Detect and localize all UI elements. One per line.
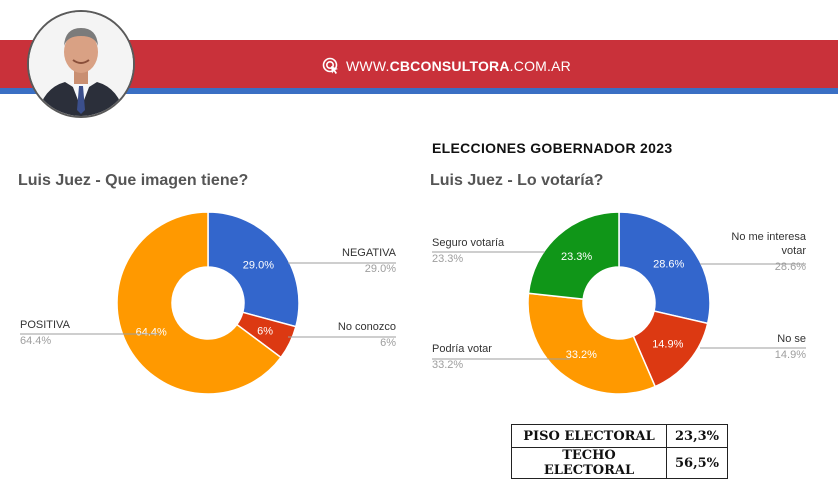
chart-1-legend-label-3: POSITIVA [20, 319, 70, 331]
chart-2-slice-1-value: 28.6% [653, 258, 685, 271]
chart-2-slice-4-value: 23.3% [560, 250, 593, 263]
chart-1-legend-pct-2: 6% [380, 337, 396, 349]
chart-2-slice-2-value: 14.9% [652, 338, 684, 351]
chart-2-legend-label-4: Seguro votaría [432, 237, 505, 249]
brand-suffix: .COM.AR [509, 58, 571, 74]
chart-1-slice-3-value: 64.4% [135, 326, 167, 339]
chart-2-legend-label-3: Podría votar [432, 343, 492, 355]
chart-1-slice-2-value: 6% [257, 325, 274, 338]
chart-2-title: Luis Juez - Lo votaría? [430, 172, 604, 189]
main-title: ELECCIONES GOBERNADOR 2023 [432, 140, 673, 156]
chart-1-legend-label-1: NEGATIVA [342, 247, 396, 259]
chart-2-slice-3 [528, 293, 655, 394]
chart-2-legend-label-2: No se [777, 333, 806, 345]
summary-label: PISO ELECTORAL [512, 425, 667, 448]
summary-label: TECHO ELECTORAL [512, 448, 667, 479]
electoral-summary-table [511, 424, 728, 479]
summary-value: 23,3% [667, 425, 728, 448]
chart-2-legend-pct-1: 28.6% [774, 261, 806, 273]
chart-2-slice-3-value: 33.2% [565, 349, 597, 362]
chart-1-title: Luis Juez - Que imagen tiene? [18, 172, 249, 189]
chart-1-legend-pct-3: 64.4% [20, 335, 52, 347]
summary-row [512, 425, 728, 448]
chart-2-legend-pct-2: 14.9% [774, 349, 806, 361]
chart-2-legend-pct-4: 23.3% [432, 253, 464, 265]
summary-value: 56,5% [667, 448, 728, 479]
chart-2-legend-pct-3: 33.2% [432, 359, 464, 371]
brand-prefix: WWW. [346, 58, 390, 74]
chart-1-slice-1-value: 29.0% [242, 259, 274, 272]
chart-1-legend-pct-1: 29.0% [364, 263, 396, 275]
chart-2-legend-label-1: No me interesa [731, 231, 806, 243]
chart-1-legend-label-2: No conozco [337, 321, 396, 333]
brand-name: CBCONSULTORA [389, 58, 510, 74]
chart-2-legend-label-1: votar [781, 245, 806, 257]
summary-row [512, 448, 728, 479]
